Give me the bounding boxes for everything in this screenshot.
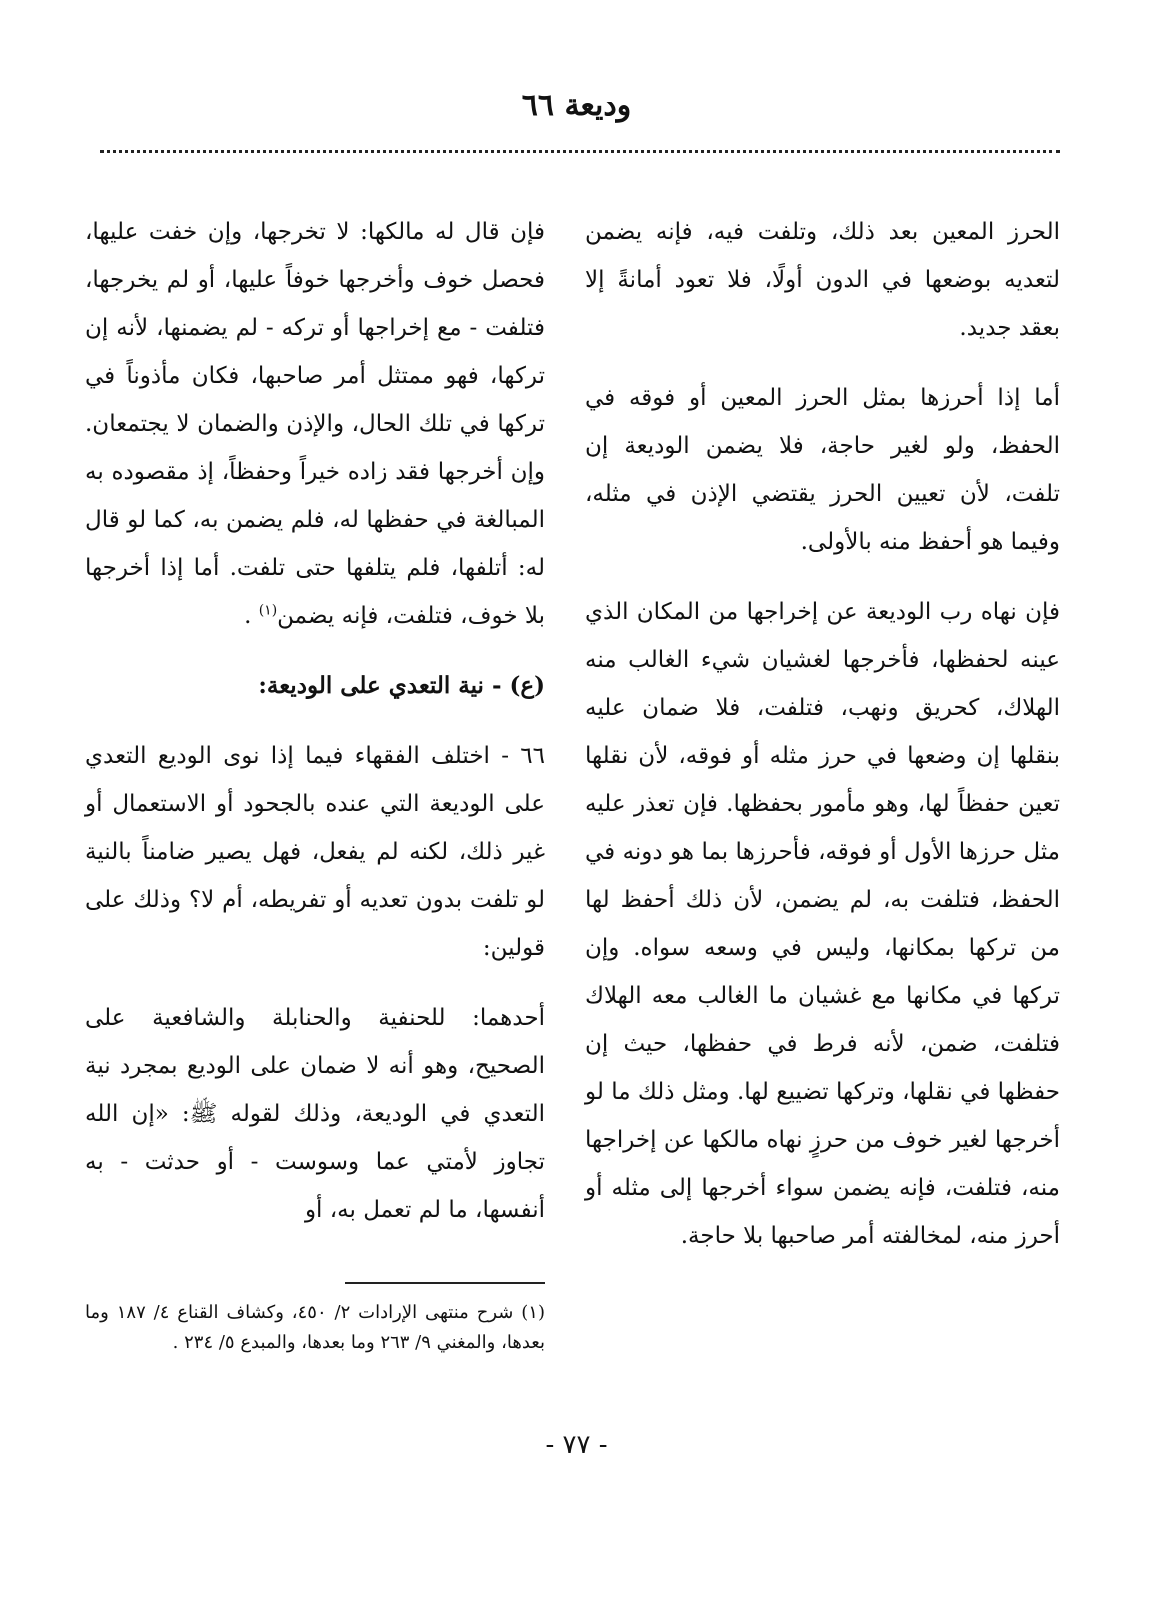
section-heading: (ع) - نية التعدي على الوديعة: xyxy=(258,672,545,699)
page-number: - ٧٧ - xyxy=(545,1430,608,1460)
right-column xyxy=(585,208,1060,1282)
footnote-separator xyxy=(345,1282,545,1284)
left-column xyxy=(85,208,545,1256)
left-paragraph: أحدهما: للحنفية والحنابلة والشافعية على الصحيح، وهو أنه لا ضمان على الوديع بمجرد نية التعدي في الوديعة، وذلك لقوله ﷺ: «إن الله تجاوز لأمتي عما وسوست - أو حدثت - به أنفسها، ما لم تعمل به، أو xyxy=(85,1005,545,1223)
left-paragraph: ٦٦ - اختلف الفقهاء فيما إذا نوى الوديع التعدي على الوديعة التي عنده بالجحود أو الاستعمال أو غير ذلك، لكنه لم يفعل، فهل يصير ضامناً بالنية لو تلفت بدون تعديه أو تفريطه، أم لا؟ وذلك على قولين: xyxy=(85,743,545,961)
running-header-title: وديعة ٦٦ xyxy=(521,88,632,123)
right-paragraph: الحرز المعين بعد ذلك، وتلفت فيه، فإنه يضمن لتعديه بوضعها في الدون أولًا، فلا تعود أمانةً إلا بعقد جديد. xyxy=(585,219,1060,341)
left-paragraph-end: . xyxy=(244,603,252,629)
left-paragraph xyxy=(85,208,545,640)
right-paragraph: فإن نهاه رب الوديعة عن إخراجها من المكان الذي عينه لحفظها، فأخرجها لغشيان شيء الغالب منه الهلاك، كحريق ونهب، فتلفت، فلا ضمان عليه بنقلها إن وضعها في حرز مثله أو فوقه، لأن نقلها تعين حفظاً لها، وهو مأمور بحفظها. فإن تعذر عليه مثل حرزها الأول أو فوقه، فأحرزها بما هو دونه في الحفظ، فتلفت به، لم يضمن، لأن ذلك أحفظ لها من تركها بمكانها، وليس في وسعه سواه. وإن تركها في مكانها مع غشيان ما الغالب معه الهلاك فتلفت، ضمن، لأنه فرط في حفظها، حيث إن حفظها في نقلها، وتركها تضييع لها. ومثل ذلك ما لو أخرجها لغير خوف من حرزٍ نهاه مالكها عن إخراجها منه، فتلفت، فإنه يضمن سواء أخرجها إلى مثله أو أحرز منه، لمخالفته أمر صاحبها بلا حاجة. xyxy=(585,599,1060,1249)
footnote-reference: (١) xyxy=(258,602,278,619)
footnote: (١) شرح منتهى الإرادات ٢/ ٤٥٠، وكشاف القناع ٤/ ١٨٧ وما بعدها، والمغني ٩/ ٢٦٣ وما بعدها، والمبدع ٥/ ٢٣٤ . xyxy=(85,1302,545,1353)
header-dotted-rule xyxy=(100,150,1060,153)
right-paragraph: أما إذا أحرزها بمثل الحرز المعين أو فوقه في الحفظ، ولو لغير حاجة، فلا يضمن الوديعة إن تلفت، لأن تعيين الحرز يقتضي الإذن في مثله، وفيما هو أحفظ منه بالأولى. xyxy=(585,385,1060,555)
left-paragraph-text: فإن قال له مالكها: لا تخرجها، وإن خفت عليها، فحصل خوف وأخرجها خوفاً عليها، أو لم يخرجها، فتلفت - مع إخراجها أو تركه - لم يضمنها، لأنه إن تركها، فهو ممتثل أمر صاحبها، فكان مأذوناً في تركها في تلك الحال، والإذن والضمان لا يجتمعان. وإن أخرجها فقد زاده خيراً وحفظاً، إذ مقصوده به المبالغة في حفظها له، فلم يضمن به، كما لو قال له: أتلفها، فلم يتلفها حتى تلفت. أما إذا أخرجها بلا خوف، فتلفت، فإنه يضمن xyxy=(85,219,545,629)
